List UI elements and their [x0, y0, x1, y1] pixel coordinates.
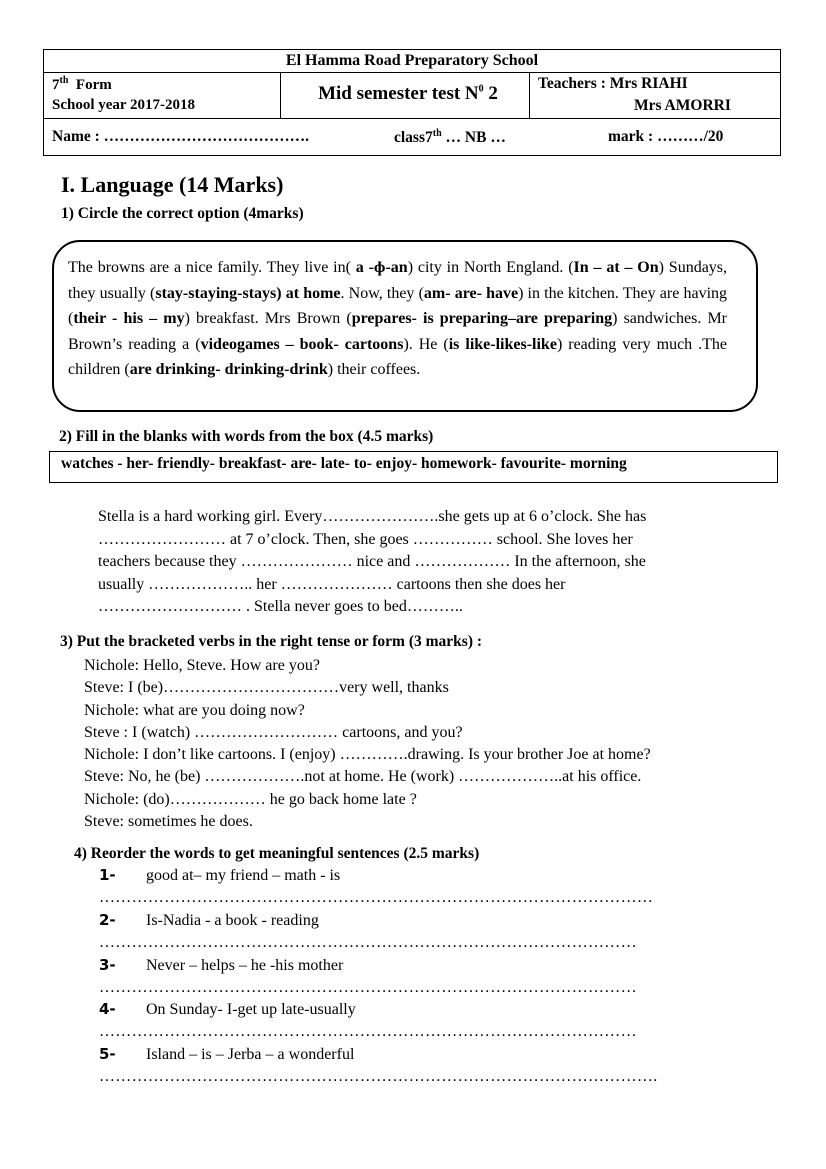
- passage-text: . Now, they (: [340, 284, 424, 302]
- answer-line[interactable]: ………………………………………………………………………………………: [99, 1023, 637, 1040]
- passage-text: ) breakfast. Mrs Brown (: [184, 310, 352, 327]
- passage-text: ) reading very much .The children (: [68, 335, 728, 378]
- paragraph-line[interactable]: ……………………… . Stella never goes to bed………..: [98, 598, 463, 616]
- reorder-item: 1- good at– my friend – math - is: [99, 866, 341, 884]
- option-group[interactable]: prepares- is preparing–are preparing: [351, 310, 613, 327]
- q1-passage: [68, 255, 727, 383]
- q3-title: 3) Put the bracketed verbs in the right tense or form (3 marks) :: [60, 633, 483, 650]
- class-field[interactable]: class7th … NB …: [394, 128, 506, 147]
- dialogue-line[interactable]: Steve: I (be)……………………………very well, thanks: [84, 679, 449, 697]
- option-group[interactable]: stay-staying-stays) at home: [155, 284, 341, 302]
- option-group[interactable]: their - his – my: [73, 310, 185, 327]
- option-group[interactable]: videogames – book- cartoons: [200, 335, 404, 353]
- q2-paragraph: [98, 506, 766, 619]
- passage-text: ) city in North England. (: [407, 259, 574, 276]
- dialogue-line[interactable]: Nichole: (do)……………… he go back home late ?: [84, 790, 417, 808]
- passage-text: ) in the kitchen. They are having (: [68, 284, 728, 327]
- teacher-name: Mrs AMORRI: [634, 97, 731, 114]
- dialogue-line: Nichole: what are you doing now?: [84, 701, 305, 719]
- school-name: El Hamma Road Preparatory School: [285, 52, 539, 69]
- paragraph-line[interactable]: Stella is a hard working girl. Every………………….she gets up at 6 o’clock. She has: [98, 508, 647, 525]
- option-group[interactable]: a -ɸ-an: [355, 259, 408, 276]
- dialogue-line: Nichole: Hello, Steve. How are you?: [84, 657, 320, 674]
- q3-dialogue: [84, 655, 651, 833]
- dialogue-line[interactable]: Nichole: I don’t like cartoons. I (enjoy) ………….drawing. Is your brother Joe at home?: [84, 746, 651, 764]
- option-group[interactable]: am- are- have: [423, 284, 519, 302]
- passage-text: ) sandwiches. Mr Brown’s reading a (: [68, 310, 728, 353]
- reorder-item: 5- Island – is – Jerba – a wonderful: [99, 1045, 355, 1063]
- q4-title: 4) Reorder the words to get meaningful sentences (2.5 marks): [74, 845, 480, 862]
- reorder-item: 4- On Sunday- I-get up late-usually: [99, 1000, 356, 1018]
- section-title: I. Language (14 Marks): [61, 172, 284, 197]
- form-label: 7th Form: [52, 75, 112, 93]
- word-box-text: watches - her- friendly- breakfast- are- late- to- enjoy- homework- favourite- morning: [61, 455, 627, 472]
- dialogue-line: Steve: sometimes he does.: [84, 813, 253, 831]
- word-box: [49, 451, 778, 483]
- reorder-item: 2- Is-Nadia - a book - reading: [99, 911, 319, 929]
- mark-field[interactable]: mark : ………/20: [608, 128, 724, 145]
- answer-line[interactable]: ………………………………………………………………………………………: [99, 979, 637, 996]
- name-field[interactable]: Name : ………………………………….: [52, 128, 310, 145]
- divider: [44, 72, 780, 73]
- dialogue-line[interactable]: Steve: No, he (be) ……………….not at home. He (work) ………………..at his office.: [84, 768, 642, 786]
- teachers-label: Teachers : Mrs RIAHI: [538, 75, 688, 92]
- passage-text: The browns are a nice family. They live in(: [68, 259, 356, 276]
- dialogue-line[interactable]: Steve : I (watch) ……………………… cartoons, and you?: [84, 723, 463, 741]
- answer-line[interactable]: …………………………………………………………………………………………: [99, 889, 654, 906]
- header-table: [43, 49, 781, 156]
- option-group[interactable]: is like-likes-like: [448, 335, 557, 353]
- paragraph-line[interactable]: …………………… at 7 o’clock. Then, she goes …………… school. She loves her: [98, 530, 633, 548]
- test-title: Mid semester test $N^0$ 2: [318, 83, 498, 104]
- passage-text: ) Sundays, they usually (: [68, 259, 728, 302]
- passage-text: ) their coffees.: [327, 361, 421, 378]
- answer-line[interactable]: ………………………………………………………………………………………: [99, 934, 637, 951]
- option-group[interactable]: In – at – On: [573, 259, 659, 276]
- passage-text: ). He (: [403, 335, 449, 353]
- reorder-item: 3- Never – helps – he -his mother: [99, 956, 344, 974]
- q1-title: 1) Circle the correct option (4marks): [61, 205, 304, 222]
- paragraph-line[interactable]: usually ……………….. her ………………… cartoons then she does her: [98, 575, 566, 593]
- divider: [280, 72, 281, 118]
- option-group[interactable]: are drinking- drinking-drink: [129, 361, 328, 378]
- school-year: School year 2017-2018: [52, 97, 196, 113]
- divider: [44, 118, 780, 119]
- answer-line[interactable]: ………………………………………………………………………………………….: [99, 1068, 658, 1085]
- q2-title: 2) Fill in the blanks with words from the box (4.5 marks): [59, 428, 434, 445]
- paragraph-line[interactable]: teachers because they ………………… nice and ……………… In the afternoon, she: [98, 553, 646, 571]
